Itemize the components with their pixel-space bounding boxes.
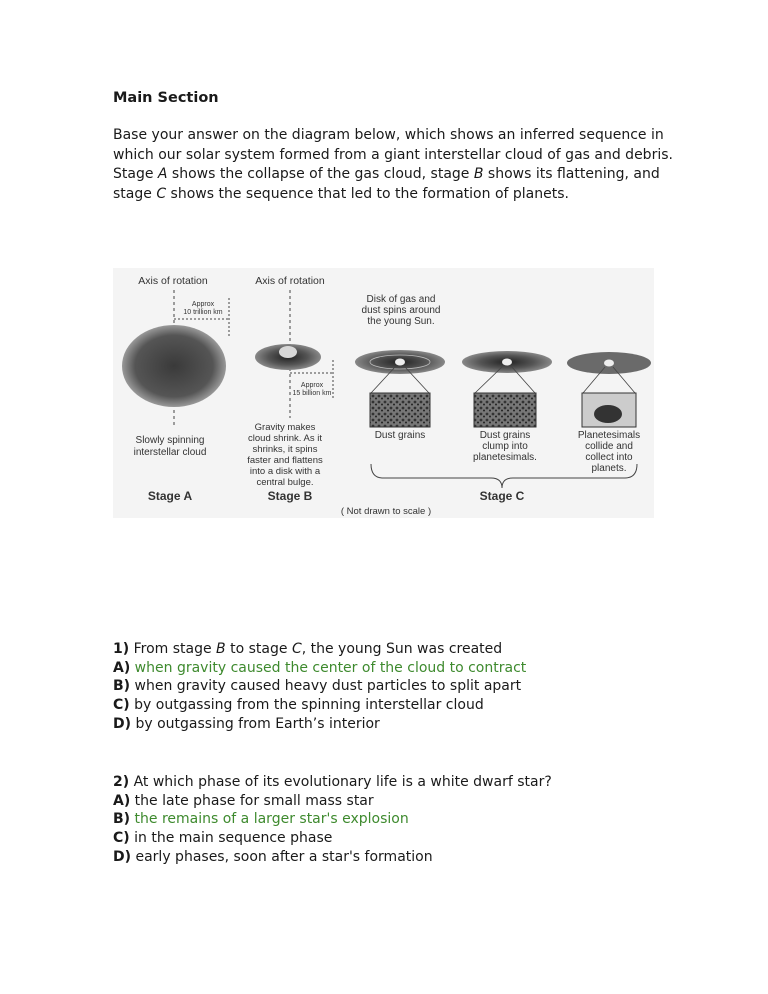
question-1-option-b	[113, 677, 673, 696]
question-1-stem-b: B	[216, 641, 226, 657]
option-letter: D)	[113, 715, 132, 732]
young-sun-3	[604, 360, 614, 367]
dust-grains-box	[370, 393, 430, 427]
stage-a-label: Stage A	[147, 489, 193, 503]
intro-text-2: shows the collapse of the gas cloud, stage	[167, 166, 474, 182]
option-text: in the main sequence phase	[129, 830, 333, 847]
stage-b-desc-line5: into a disk with a	[249, 466, 321, 477]
planetesimals-line3: collect into	[585, 452, 633, 463]
question-1-stem	[113, 640, 673, 659]
question-2-option-c	[113, 829, 673, 848]
axis-label-a: Axis of rotation	[138, 275, 208, 287]
approx-b-line2: 15 billion km	[292, 390, 332, 397]
question-1-option-d	[113, 715, 673, 734]
option-letter: B)	[113, 678, 131, 695]
question-2-option-a	[113, 792, 673, 811]
question-2-option-b	[113, 810, 673, 829]
intro-stage-a: A	[157, 166, 168, 182]
question-1-stem-text: to stage	[225, 641, 292, 657]
clump-line3: planetesimals.	[473, 452, 537, 463]
intro-paragraph	[113, 126, 673, 204]
planetesimals-line4: planets.	[591, 463, 627, 474]
solar-system-formation-diagram	[113, 268, 654, 518]
stage-b-desc-line4: faster and flattens	[247, 455, 323, 466]
stage-a-desc-line1: Slowly spinning	[135, 435, 205, 446]
option-letter: C)	[113, 830, 130, 847]
stage-b-label: Stage B	[267, 489, 313, 503]
question-1-stem-text: From stage	[129, 641, 217, 657]
stage-b-desc-line6: central bulge.	[256, 477, 314, 488]
planetesimals-line1: Planetesimals	[577, 430, 641, 441]
question-1-option-c	[113, 696, 673, 715]
axis-label-b: Axis of rotation	[255, 275, 325, 287]
planetesimals-line2: collide and	[585, 441, 633, 452]
option-text: early phases, soon after a star's formation	[131, 848, 433, 865]
forming-planet	[594, 405, 622, 423]
approx-b-line1: Approx	[300, 382, 324, 389]
question-2-option-d	[113, 848, 673, 867]
disk-text-line2: dust spins around	[361, 305, 441, 316]
option-letter: D)	[113, 848, 132, 865]
stage-b-desc-line2: cloud shrink. As it	[248, 433, 322, 444]
scale-note: ( Not drawn to scale )	[340, 506, 432, 517]
intro-text-1: Base your answer on the diagram below, which shows an inferred sequence in which our solar system formed from a giant interstellar cloud of gas and debris. Stage	[113, 127, 673, 182]
question-2-number: 2)	[113, 774, 130, 790]
dust-grains-label: Dust grains	[374, 430, 426, 441]
stage-b-desc-line3: shrinks, it spins	[252, 444, 318, 455]
intro-text-3: shows its flattening, and stage	[113, 166, 660, 202]
option-text: when gravity caused heavy dust particles to split apart	[130, 678, 522, 695]
option-text-correct: when gravity caused the center of the cloud to contract	[130, 659, 527, 676]
question-2-stem-text: At which phase of its evolutionary life is a white dwarf star?	[129, 774, 552, 790]
central-bulge	[279, 346, 297, 358]
section-title: Main Section	[113, 90, 219, 106]
question-2	[113, 773, 673, 867]
approx-a-line1: Approx	[191, 301, 215, 308]
question-1-stem-c: C	[291, 641, 302, 657]
clump-line2: clump into	[482, 441, 528, 452]
question-1	[113, 640, 673, 734]
option-text: the late phase for small mass star	[130, 792, 374, 809]
question-1-stem-text: , the young Sun was created	[301, 641, 503, 657]
question-1-option-a	[113, 659, 673, 678]
stage-b-desc-line1: Gravity makes	[254, 422, 316, 433]
disk-text-line3: the young Sun.	[367, 316, 435, 327]
clump-line1: Dust grains	[479, 430, 531, 441]
young-sun-2	[502, 359, 512, 366]
option-text-correct: the remains of a larger star's explosion	[130, 811, 409, 828]
intro-text-4: shows the sequence that led to the formation of planets.	[166, 185, 569, 202]
stage-c-label: Stage C	[479, 489, 525, 503]
question-1-number: 1)	[113, 641, 130, 657]
disk-text-line1: Disk of gas and	[366, 294, 436, 305]
intro-stage-b: B	[473, 166, 484, 182]
option-letter: B)	[113, 811, 131, 828]
approx-a-line2: 10 trillion km	[183, 309, 223, 316]
question-2-stem	[113, 773, 673, 792]
diagram-svg	[113, 268, 654, 518]
young-sun-1	[395, 359, 405, 366]
option-text: by outgassing from Earth’s interior	[131, 715, 380, 732]
option-text: by outgassing from the spinning interstellar cloud	[129, 697, 484, 714]
stage-a-desc-line2: interstellar cloud	[133, 447, 207, 458]
planetesimals-box	[474, 393, 536, 427]
intro-stage-c: C	[156, 185, 167, 202]
option-letter: C)	[113, 697, 130, 714]
option-letter: A)	[113, 792, 131, 809]
interstellar-cloud	[122, 325, 226, 407]
option-letter: A)	[113, 659, 131, 676]
